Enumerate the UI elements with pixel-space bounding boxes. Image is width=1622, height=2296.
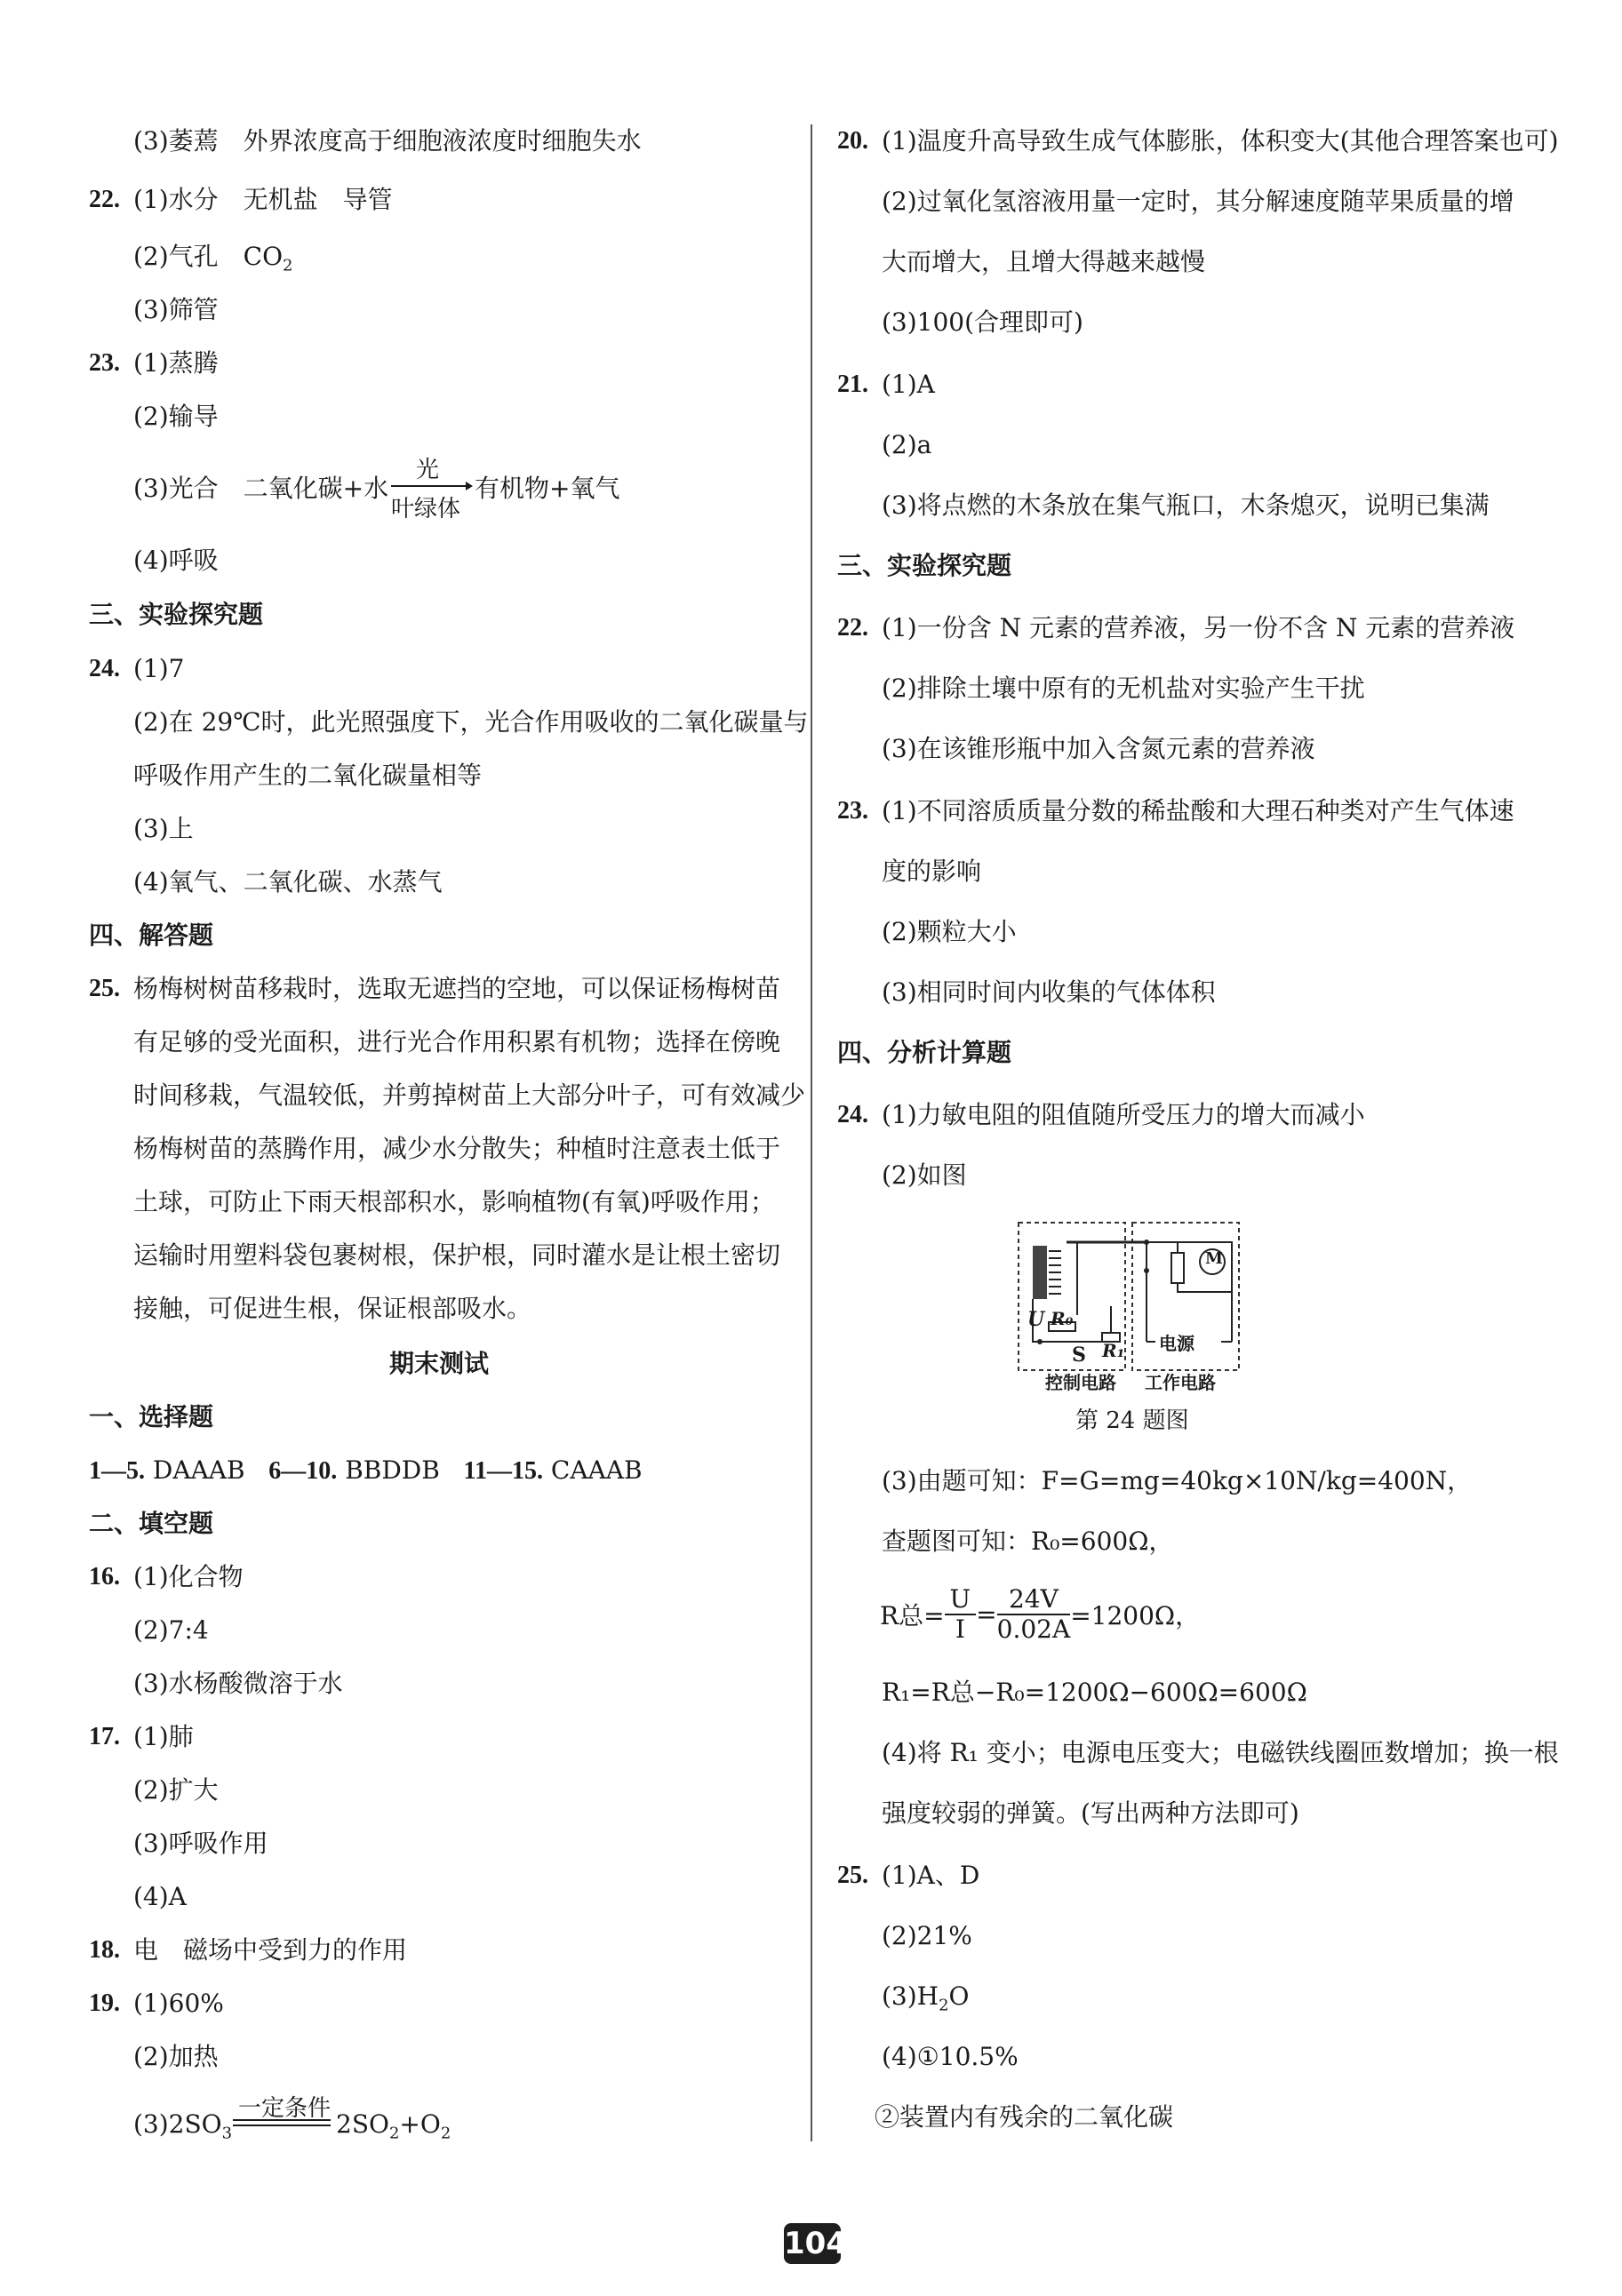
answer-line: 杨梅树苗的蒸腾作用，减少水分散失；种植时注意表土低于	[133, 1134, 781, 1163]
section-heading: 一、选择题	[89, 1402, 214, 1431]
voltage-label: U	[1027, 1308, 1045, 1331]
motor-label: M	[1205, 1249, 1223, 1268]
answer-line: 大而增大，且增大得越来越慢	[882, 247, 1206, 276]
answer-line: (4)呼吸	[133, 546, 219, 575]
question-number: 23.	[89, 349, 120, 377]
power-source-label: 电源	[1159, 1333, 1195, 1354]
question-number: 24.	[89, 655, 120, 682]
answer-line: $(3)H_2O$	[882, 1981, 970, 2015]
switch-label: S	[1072, 1343, 1086, 1367]
reaction-left: $(3)2SO_3$	[133, 2109, 233, 2143]
answer-line: (3)水杨酸微溶于水	[133, 1669, 343, 1698]
answer-line: (2)加热	[133, 2042, 219, 2071]
control-circuit-label: 控制电路	[1045, 1372, 1116, 1393]
answer-line: 呼吸作用产生的二氧化碳量相等	[133, 761, 483, 790]
answer-line: (2)如图	[882, 1160, 967, 1190]
answer-line: (2)过氧化氢溶液用量一定时，其分解速度随苹果质量的增	[882, 187, 1514, 216]
answer-line: 强度较弱的弹簧。(写出两种方法即可)	[882, 1798, 1299, 1828]
answer-line: 土球，可防止下雨天根部积水，影响植物(有氧)呼吸作用；	[133, 1187, 775, 1216]
question-number: 17.	[89, 1723, 120, 1750]
resistor-r1-label: R₁	[1102, 1340, 1125, 1361]
question-number: 16.	[89, 1563, 120, 1590]
question-number: 20.	[837, 127, 868, 155]
working-circuit-label: 工作电路	[1145, 1372, 1216, 1393]
answer-line: (1)A、D	[882, 1861, 980, 1890]
answer-line: ②装置内有残余的二氧化碳	[875, 2102, 1174, 2132]
answer-line: (2)排除土壤中原有的无机盐对实验产生干扰	[882, 674, 1365, 703]
answer-line: (2)扩大	[133, 1775, 219, 1805]
answer-line: R₁=R总−R₀=1200Ω−600Ω=600Ω	[882, 1678, 1307, 1707]
answer-line: (1)不同溶质质量分数的稀盐酸和大理石种类对产生气体速	[882, 796, 1514, 825]
reaction-right: 有机物+氧气	[475, 474, 620, 503]
equals-sign-icon	[233, 2118, 331, 2127]
multiple-choice-answers: 1—5. DAAAB 6—10. BBDDB 11—15. CAAAB	[89, 1455, 643, 1485]
answer-line: 有足够的受光面积，进行光合作用积累有机物；选择在傍晚	[133, 1027, 781, 1056]
question-number: 23.	[837, 797, 868, 825]
answer-line: (3)相同时间内收集的气体体积	[882, 977, 1216, 1007]
question-number: 22.	[837, 614, 868, 642]
answer-line: (2)颗粒大小	[882, 917, 1017, 946]
section-heading: 二、填空题	[89, 1509, 214, 1538]
answer-line: (3)上	[133, 814, 194, 843]
section-heading: 四、解答题	[89, 921, 214, 950]
answer-line: (3)在该锥形瓶中加入含氮元素的营养液	[882, 734, 1315, 763]
answer-line: 电 磁场中受到力的作用	[133, 1935, 408, 1965]
condition-top: 光	[416, 457, 440, 483]
answer-line: (1)水分 无机盐 导管	[133, 185, 393, 214]
answer-line: (1)7	[133, 654, 185, 683]
answer-line: (3)呼吸作用	[133, 1829, 268, 1858]
answer-line: 接触，可促进生根，保证根部吸水。	[133, 1294, 532, 1323]
answer-line: (2)气孔 $CO_2$	[133, 242, 293, 275]
question-number: 22.	[89, 186, 120, 213]
answer-line: (3)100(合理即可)	[882, 307, 1083, 337]
answer-line: (1)肺	[133, 1722, 194, 1751]
answer-line: (1)力敏电阻的阻值随所受压力的增大而减小	[882, 1100, 1365, 1129]
section-heading: 三、实验探究题	[837, 551, 1012, 580]
answer-line: (4)将 R₁ 变小；电源电压变大；电磁铁线圈匝数增加；换一根	[882, 1738, 1559, 1767]
question-number: 19.	[89, 1989, 120, 2017]
question-number: 25.	[837, 1862, 868, 1889]
page-number: 104	[784, 2223, 841, 2264]
answer-line: (2)7:4	[133, 1615, 209, 1645]
answer-line: (1)蒸腾	[133, 348, 219, 378]
final-test-title: 期末测试	[389, 1349, 490, 1378]
question-number: 24.	[837, 1101, 868, 1128]
answer-line: (1)A	[882, 370, 935, 399]
question-number: 25.	[89, 975, 120, 1002]
condition-top: 一定条件	[238, 2095, 332, 2122]
condition-bottom: 叶绿体	[391, 496, 461, 522]
column-divider	[811, 124, 812, 2141]
reaction-right: $2SO_2+O_2$	[336, 2109, 451, 2143]
answer-line: (1)温度升高导致生成气体膨胀，体积变大(其他合理答案也可)	[882, 126, 1559, 155]
answer-line: (3)筛管	[133, 295, 219, 324]
answer-line: (2)a	[882, 430, 932, 459]
answer-line: (1)化合物	[133, 1562, 244, 1591]
answer-line: (2)21%	[882, 1921, 972, 1950]
answer-line: (3)萎蔫 外界浓度高于细胞液浓度时细胞失水	[133, 126, 642, 155]
answer-line: 杨梅树树苗移栽时，选取无遮挡的空地，可以保证杨梅树苗	[133, 974, 781, 1003]
answer-line: (2)输导	[133, 402, 219, 431]
section-heading: 四、分析计算题	[837, 1038, 1012, 1067]
answer-line: 运输时用塑料袋包裹树根，保护根，同时灌水是让根土密切	[133, 1240, 781, 1270]
answer-line: 时间移栽，气温较低，并剪掉树苗上大部分叶子，可有效减少	[133, 1080, 806, 1110]
answer-line: (3)将点燃的木条放在集气瓶口，木条熄灭，说明已集满	[882, 490, 1490, 520]
answer-line: (1)一份含 N 元素的营养液，另一份不含 N 元素的营养液	[882, 613, 1515, 642]
resistance-formula: R总= $\frac{U}{I}$ = $\frac{24V}{0.02A}$ =1200Ω，	[880, 1584, 1201, 1644]
answer-line: 查题图可知：R₀=600Ω，	[882, 1527, 1174, 1556]
answer-line: (4)①10.5%	[882, 2042, 1019, 2071]
reaction-left: (3)光合 二氧化碳+水	[133, 474, 389, 503]
answer-line: (3)由题可知：F=G=mg=40kg×10N/kg=400N，	[882, 1466, 1473, 1495]
question-number: 21.	[837, 371, 868, 398]
section-heading: 三、实验探究题	[89, 600, 264, 629]
answer-line: (2)在 29℃时，此光照强度下，光合作用吸收的二氧化碳量与	[133, 707, 809, 737]
figure-caption: 第 24 题图	[1075, 1407, 1189, 1434]
answer-line: (4)A	[133, 1882, 187, 1911]
question-number: 18.	[89, 1936, 120, 1964]
answer-line: (4)氧气、二氧化碳、水蒸气	[133, 867, 443, 897]
resistor-r0-label: R₀	[1051, 1308, 1074, 1329]
answer-line: 度的影响	[882, 857, 982, 886]
answer-line: (1)60%	[133, 1989, 224, 2018]
